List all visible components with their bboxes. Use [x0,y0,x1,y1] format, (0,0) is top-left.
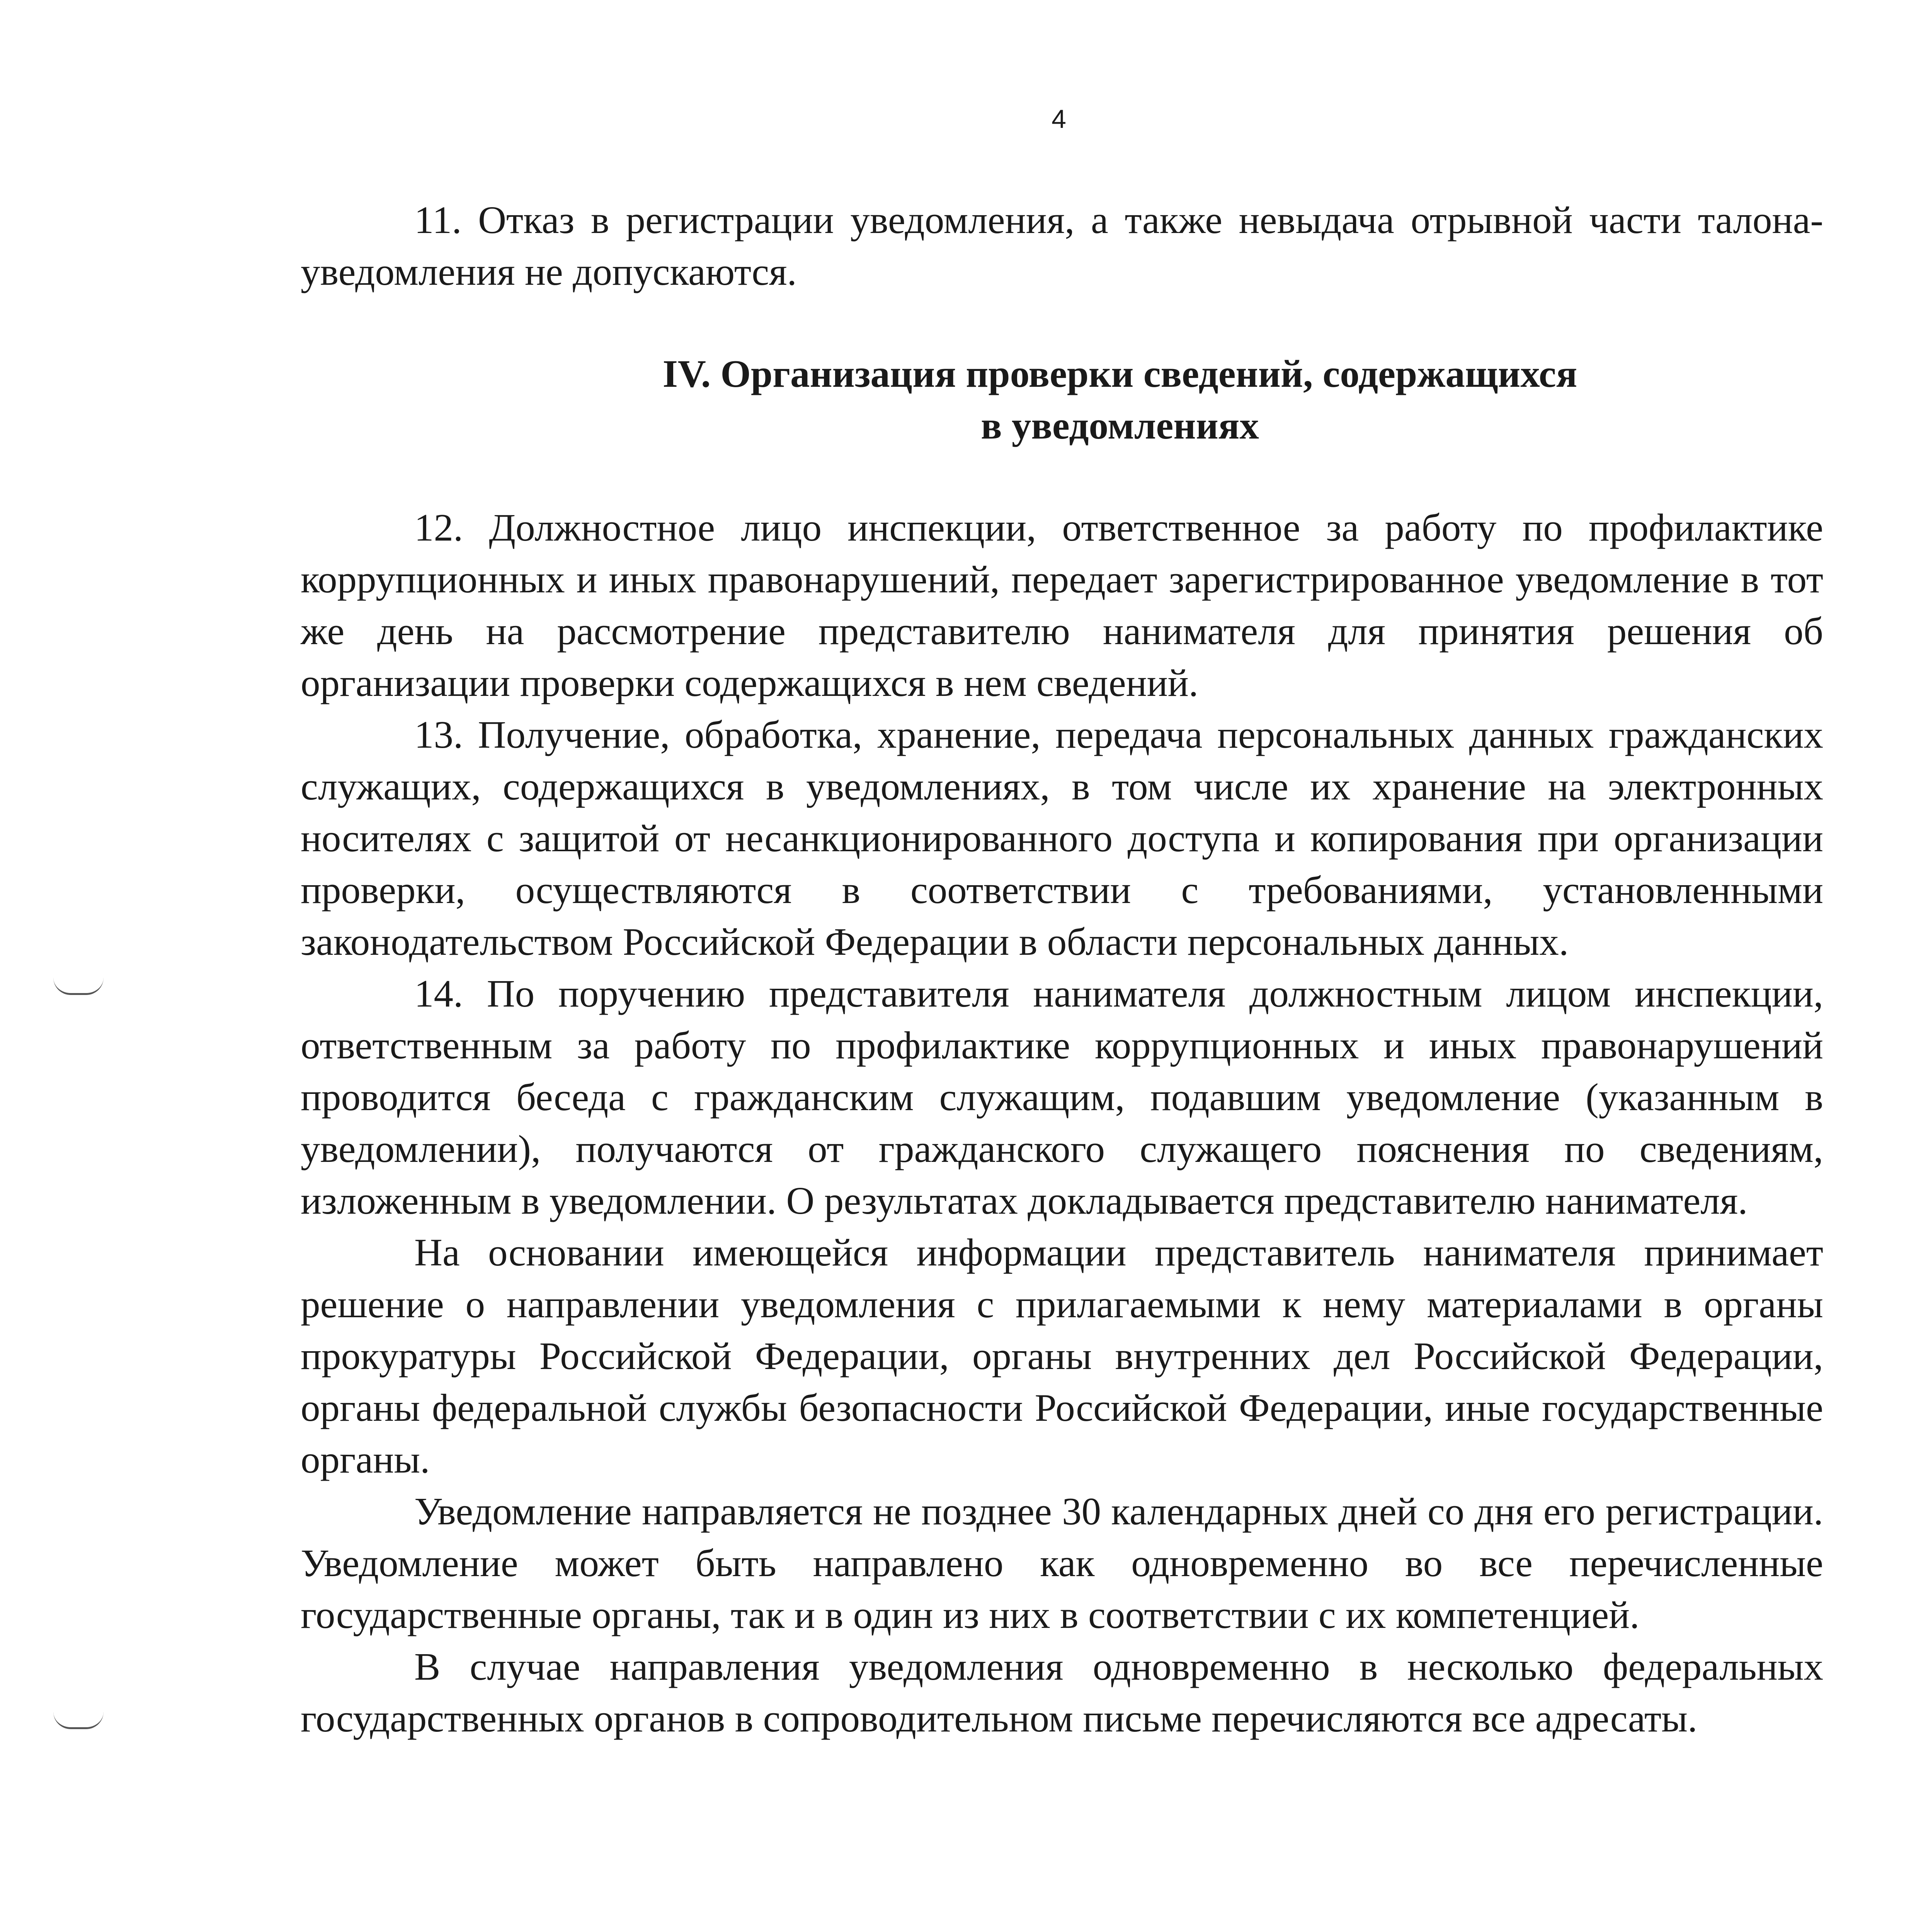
paragraph-14: 14. По поручению представителя нанимателя должностным лицом инспекции, ответственным за работу по профилактике коррупционных и иных правонарушений проводится беседа с гражданским служащим, подавшим уведомление (указанным в уведомлении), получаются от гражданского служащего пояснения по сведениям, изложенным в уведомлении. О результатах докладывается представителю нанимателя. [301,972,1823,1222]
paragraph-group-top [301,194,1823,298]
paragraph-13: 13. Получение, обработка, хранение, передача персональных данных гражданских служащих, содержащихся в уведомлениях, в том числе их хранение на электронных носителях с защитой от несанкционированного доступа и копирования при организации проверки, осуществляются в соответствии с требованиями, установленными законодательством Российской Федерации в области персональных данных. [301,713,1823,963]
margin-mark [53,978,104,995]
margin-mark [53,1712,104,1729]
paragraph-decision: На основании имеющейся информации представитель нанимателя принимает решение о направлении уведомления с прилагаемыми к нему материалами в органы прокуратуры Российской Федерации, органы внутренних дел Российской Федерации, органы федеральной службы безопасности Российской Федерации, иные государственные органы. [301,1231,1823,1481]
paragraph-addressees: В случае направления уведомления одновременно в несколько федеральных государственных органов в сопроводительном письме перечисляются все адресаты. [301,1645,1823,1740]
page-number: 4 [1052,104,1066,134]
paragraph-12: 12. Должностное лицо инспекции, ответственное за работу по профилактике коррупционных и иных правонарушений, передает зарегистрированное уведомление в тот же день на рассмотрение представителю нанимателя для принятия решения об организации проверки содержащихся в нем сведений. [301,506,1823,704]
section-body [301,502,1823,1744]
paragraph-11: 11. Отказ в регистрации уведомления, а также невыдача отрывной части талона-уведомления не допускаются. [301,198,1823,293]
paragraph-deadline: Уведомление направляется не позднее 30 календарных дней со дня его регистрации. Уведомление может быть направлено как одновременно во все перечисленные государственные органы, так и в один из них в соответствии с их компетенцией. [301,1490,1823,1636]
section-heading [301,348,1916,451]
section-heading-line-2: в уведомлениях [981,404,1259,447]
section-heading-line-1: IV. Организация проверки сведений, содержащихся [662,352,1577,395]
